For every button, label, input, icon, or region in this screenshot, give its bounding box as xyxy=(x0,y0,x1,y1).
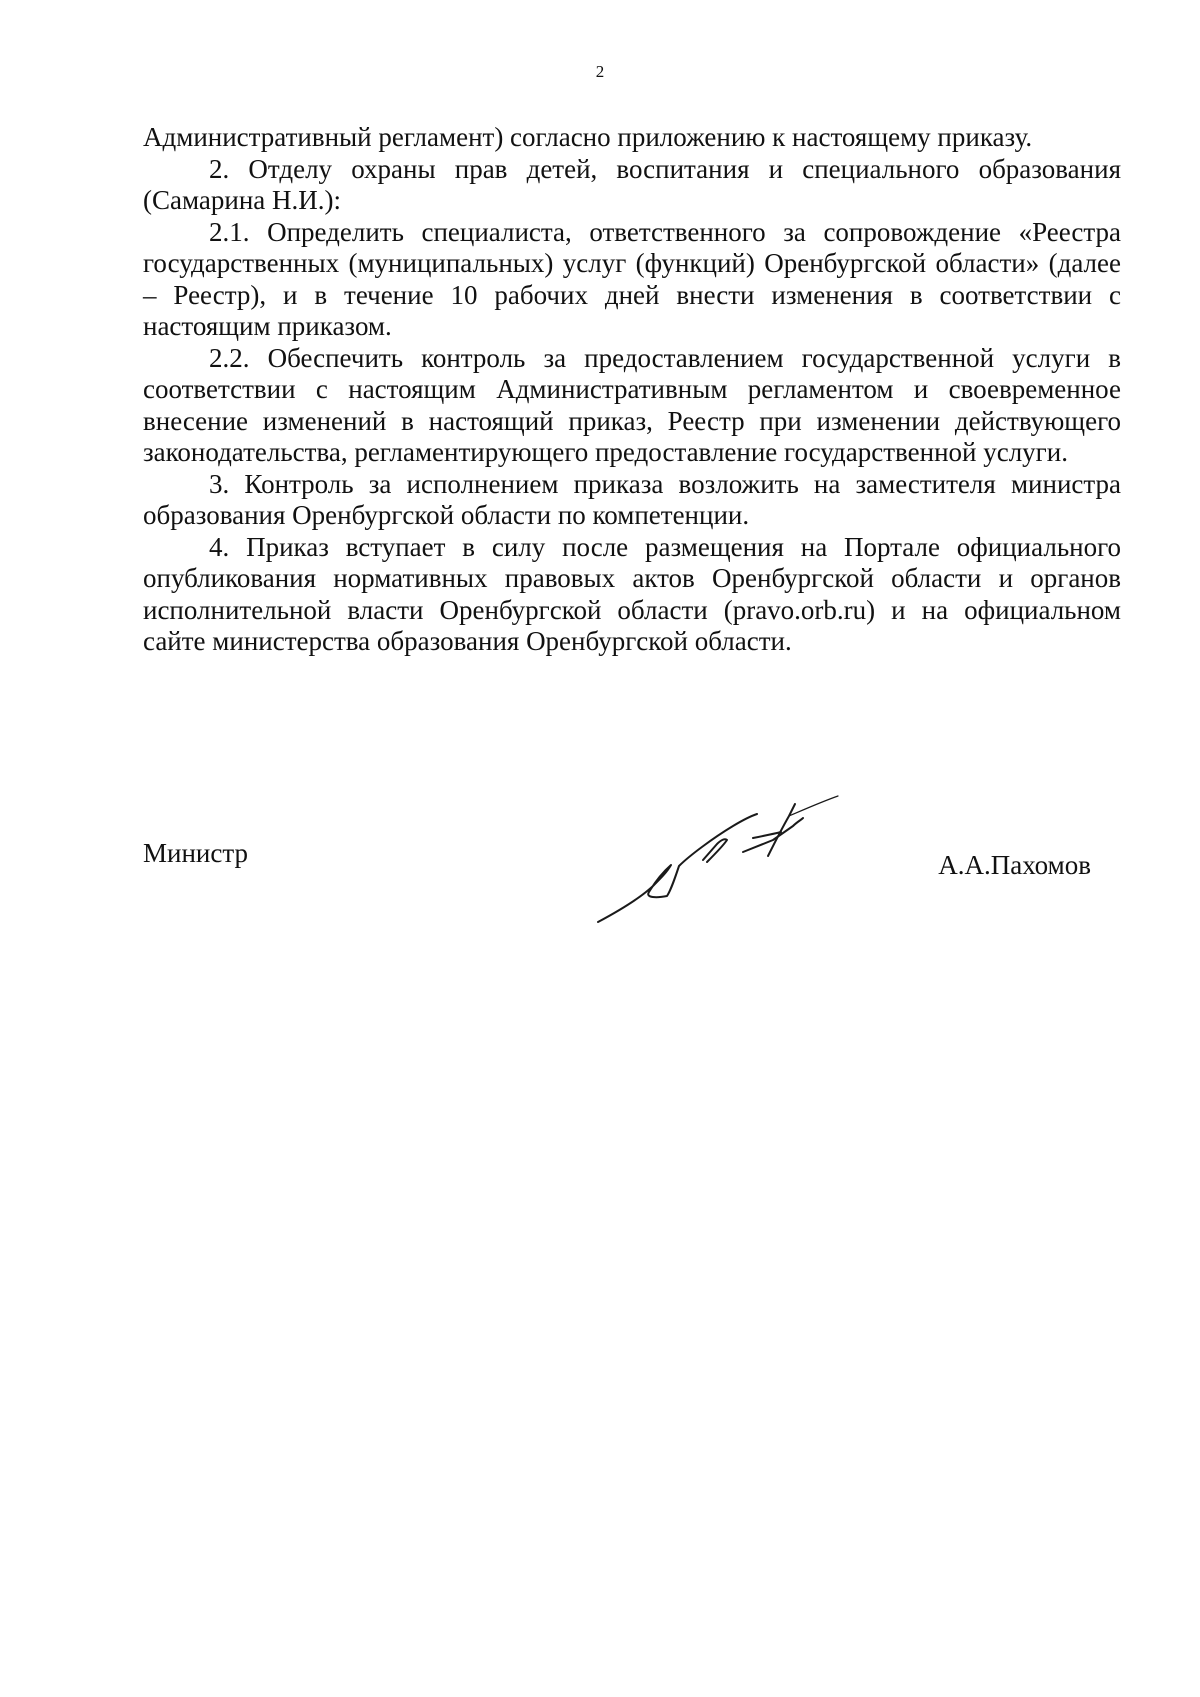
handwritten-signature xyxy=(593,790,853,930)
paragraph-item-2-2: 2.2. Обеспечить контроль за предоставлением государственной услуги в соответствии с настоящим Административным регламентом и своевременное внесение изменений в настоящий приказ, Реестр при изменении действующего законодательства, регламентирующего предоставление государственной услуги. xyxy=(143,342,1121,467)
paragraph-item-2-1: 2.1. Определить специалиста, ответственного за сопровождение «Реестра государственных (муниципальных) услуг (функций) Оренбургской области» (далее – Реестр), и в течение 10 рабочих дней внести изменения в соответствии с настоящим приказом. xyxy=(143,216,1121,341)
paragraph-item-2: 2. Отделу охраны прав детей, воспитания и специального образования (Самарина Н.И.): xyxy=(143,153,1121,215)
paragraph-continuation: Административный регламент) согласно приложению к настоящему приказу. xyxy=(143,122,1033,152)
signatory-title: Министр xyxy=(143,838,248,868)
page-number: 2 xyxy=(595,62,605,81)
order-body xyxy=(143,122,1121,658)
signature-block xyxy=(143,790,1121,930)
paragraph-item-3: 3. Контроль за исполнением приказа возложить на заместителя министра образования Оренбургской области по компетенции. xyxy=(143,468,1121,530)
paragraph-item-4: 4. Приказ вступает в силу после размещения на Портале официального опубликования нормативных правовых актов Оренбургской области и органов исполнительной власти Оренбургской области (pravo.orb.ru) и на официальном сайте министерства образования Оренбургской области. xyxy=(143,531,1121,656)
signatory-name: А.А.Пахомов xyxy=(938,850,1091,880)
